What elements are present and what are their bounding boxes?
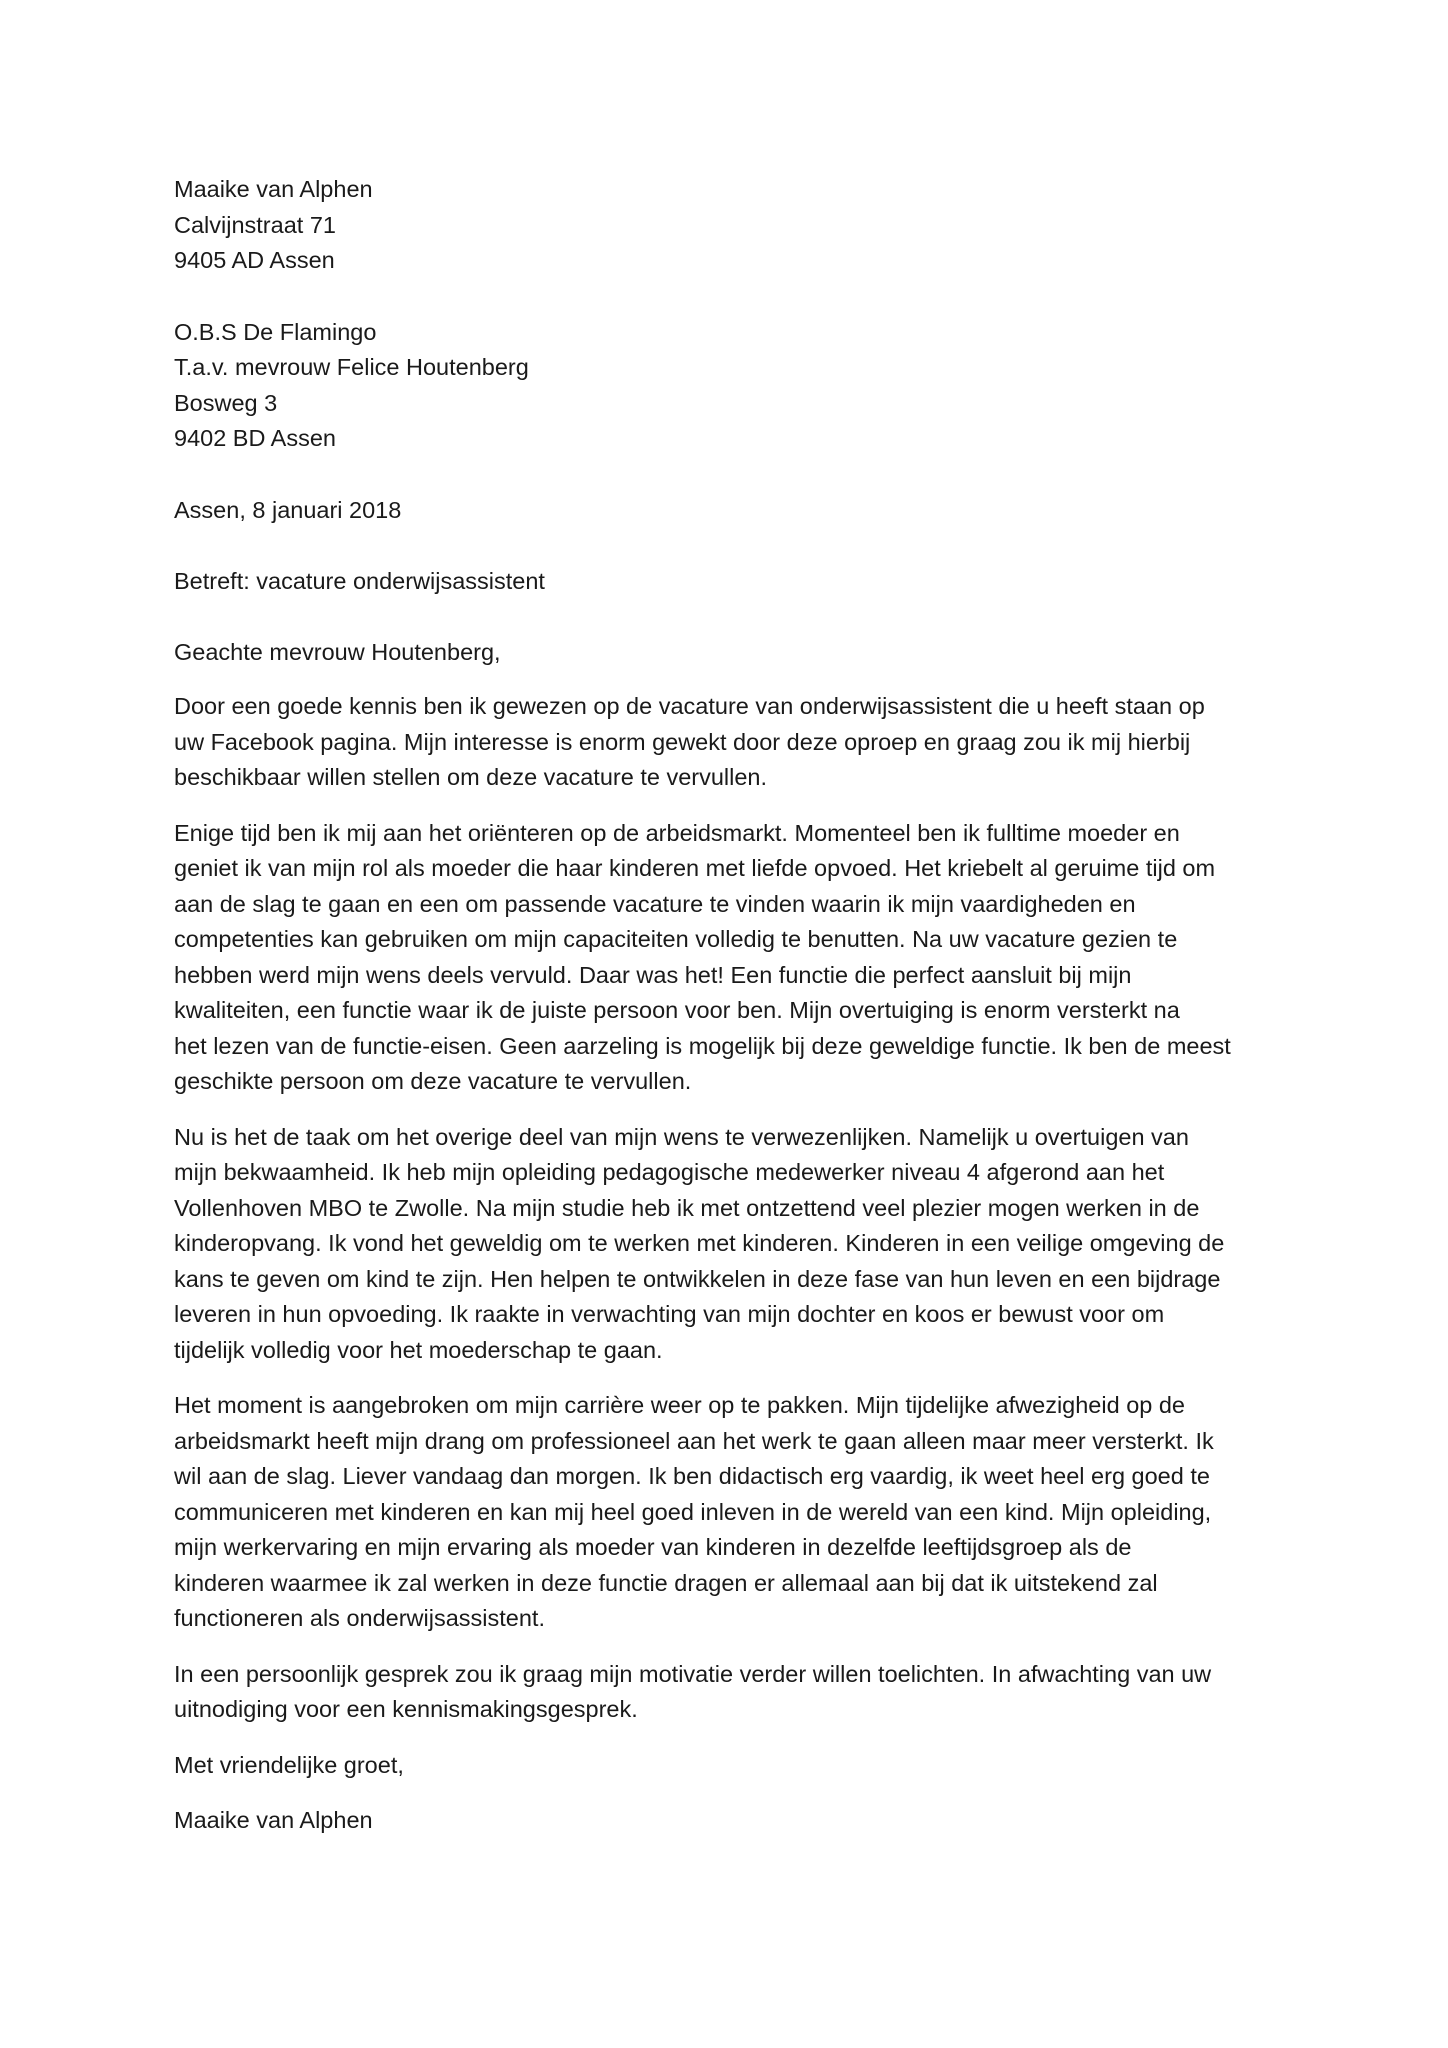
sender-city: 9405 AD Assen [174, 247, 335, 273]
paragraph-line: Met vriendelijke groet, [174, 1751, 404, 1778]
paragraph-line: beschikbaar willen stellen om deze vacature te vervullen. [174, 764, 768, 790]
paragraph-line: aan de slag te gaan en een om passende vacature te vinden waarin ik mijn vaardigheden en [174, 890, 1136, 917]
paragraph [174, 1748, 1294, 1784]
paragraph-line: uw Facebook pagina. Mijn interesse is enorm gewekt door deze oproep en graag zou ik mij hierbij [174, 728, 1191, 755]
paragraph-line: uitnodiging voor een kennismakingsgesprek. [174, 1696, 638, 1722]
paragraph-line: hebben werd mijn wens deels vervuld. Daar was het! Een functie die perfect aansluit bij mijn [174, 961, 1132, 988]
sender-address [174, 172, 1294, 279]
paragraph-line: het lezen van de functie-eisen. Geen aarzeling is mogelijk bij deze geweldige functie. Ik ben de meest [174, 1032, 1231, 1059]
paragraph-line: kans te geven om kind te zijn. Hen helpen te ontwikkelen in deze fase van hun leven en een bijdrage [174, 1265, 1221, 1292]
paragraph-line: Vollenhoven MBO te Zwolle. Na mijn studie heb ik met ontzettend veel plezier mogen werken in de [174, 1194, 1200, 1221]
paragraph-line: functioneren als onderwijsassistent. [174, 1605, 545, 1631]
paragraph [174, 816, 1294, 1100]
paragraph-line: Enige tijd ben ik mij aan het oriënteren op de arbeidsmarkt. Momenteel ben ik fulltime moeder en [174, 819, 1180, 846]
paragraph-line: kwaliteiten, een functie waar ik de juiste persoon voor ben. Mijn overtuiging is enorm versterkt na [174, 997, 1180, 1023]
paragraph-line: geschikte persoon om deze vacature te vervullen. [174, 1068, 692, 1094]
subject-line: Betreft: vacature onderwijsassistent [174, 568, 545, 594]
paragraph [174, 1657, 1294, 1728]
recipient-address [174, 315, 1294, 457]
paragraph-line: tijdelijk volledig voor het moederschap te gaan. [174, 1336, 663, 1363]
letter-body [174, 689, 1294, 1839]
paragraph-line: Het moment is aangebroken om mijn carrière weer op te pakken. Mijn tijdelijke afwezigheid op de [174, 1392, 1186, 1418]
recipient-street: Bosweg 3 [174, 389, 278, 416]
paragraph-line: Nu is het de taak om het overige deel van mijn wens te verwezenlijken. Namelijk u overtuigen van [174, 1123, 1189, 1150]
paragraph [174, 1388, 1294, 1637]
place-date: Assen, 8 januari 2018 [174, 496, 402, 523]
paragraph-line: mijn bekwaamheid. Ik heb mijn opleiding pedagogische medewerker niveau 4 afgerond aan het [174, 1159, 1165, 1185]
recipient-city: 9402 BD Assen [174, 425, 336, 451]
paragraph-line: geniet ik van mijn rol als moeder die haar kinderen met liefde opvoed. Het kriebelt al geruime tijd om [174, 855, 1216, 881]
paragraph-line: arbeidsmarkt heeft mijn drang om professioneel aan het werk te gaan alleen maar meer versterkt. Ik [174, 1427, 1214, 1454]
letter-page [174, 172, 1294, 1859]
recipient-organization: O.B.S De Flamingo [174, 318, 377, 345]
sender-name: Maaike van Alphen [174, 176, 373, 202]
paragraph [174, 1120, 1294, 1369]
sender-street: Calvijnstraat 71 [174, 211, 336, 238]
recipient-attention: T.a.v. mevrouw Felice Houtenberg [174, 354, 529, 380]
paragraph [174, 689, 1294, 796]
paragraph-line: wil aan de slag. Liever vandaag dan morgen. Ik ben didactisch erg vaardig, ik weet heel erg goed te [174, 1463, 1210, 1489]
paragraph-line: kinderen waarmee ik zal werken in deze functie dragen er allemaal aan bij dat ik uitstekend zal [174, 1569, 1158, 1596]
paragraph-line: leveren in hun opvoeding. Ik raakte in verwachting van mijn dochter en koos er bewust voor om [174, 1301, 1165, 1327]
salutation: Geachte mevrouw Houtenberg, [174, 638, 501, 665]
paragraph-line: competenties kan gebruiken om mijn capaciteiten volledig te benutten. Na uw vacature gezien te [174, 926, 1178, 952]
paragraph-line: Door een goede kennis ben ik gewezen op de vacature van onderwijsassistent die u heeft staan op [174, 693, 1205, 719]
paragraph-line: mijn werkervaring en mijn ervaring als moeder van kinderen in dezelfde leeftijdsgroep als de [174, 1534, 1132, 1560]
paragraph-line: communiceren met kinderen en kan mij heel goed inleven in de wereld van een kind. Mijn opleiding, [174, 1498, 1212, 1525]
paragraph [174, 1803, 1294, 1839]
paragraph-line: kinderopvang. Ik vond het geweldig om te werken met kinderen. Kinderen in een veilige omgeving de [174, 1230, 1225, 1256]
paragraph-line: In een persoonlijk gesprek zou ik graag mijn motivatie verder willen toelichten. In afwachting van uw [174, 1660, 1212, 1687]
paragraph-line: Maaike van Alphen [174, 1807, 373, 1833]
